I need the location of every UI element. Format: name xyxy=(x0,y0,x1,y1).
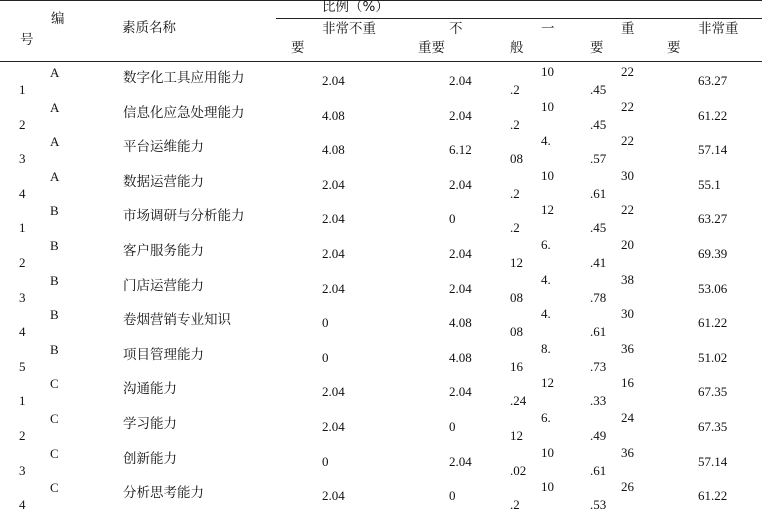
neutral-cell-lower: .2 xyxy=(510,220,520,236)
important-cell-upper: 30 xyxy=(621,167,634,183)
important-cell-lower: .49 xyxy=(590,428,607,443)
code-letter-cell: A xyxy=(50,99,60,115)
header-code-bottom: 号 xyxy=(20,32,34,48)
very-important-cell: 67.35 xyxy=(698,384,728,400)
code-number-cell: 2 xyxy=(19,428,26,443)
unimportant-cell: 2.04 xyxy=(449,176,472,192)
very-unimportant-cell: 2.04 xyxy=(322,488,345,504)
header-col-very-important-top: 非常重 xyxy=(698,21,739,37)
neutral-cell-upper: 10 xyxy=(541,167,554,183)
code-letter-cell: B xyxy=(50,307,59,323)
ratio-rule xyxy=(276,18,762,19)
very-important-cell: 61.22 xyxy=(698,315,728,331)
important-cell-upper: 30 xyxy=(621,306,634,322)
neutral-cell-lower: 12 xyxy=(510,428,523,443)
code-number-cell: 3 xyxy=(19,151,26,167)
important-cell-lower: .78 xyxy=(590,289,607,305)
quality-name-cell: 沟通能力 xyxy=(123,381,177,398)
unimportant-cell: 2.04 xyxy=(449,453,472,469)
code-letter-cell: C xyxy=(50,376,59,392)
neutral-cell-lower: .2 xyxy=(510,185,520,201)
very-important-cell: 51.02 xyxy=(698,349,728,365)
code-number-cell: 1 xyxy=(19,82,26,97)
quality-name-cell: 分析思考能力 xyxy=(123,485,204,502)
quality-name-cell: 门店运营能力 xyxy=(123,277,204,294)
unimportant-cell: 0 xyxy=(449,419,456,434)
important-cell-lower: .57 xyxy=(590,151,607,167)
quality-name-cell: 数字化工具应用能力 xyxy=(123,70,245,86)
code-letter-cell: A xyxy=(50,65,60,80)
very-unimportant-cell: 2.04 xyxy=(322,211,345,227)
neutral-cell-lower: 16 xyxy=(510,358,523,374)
quality-name-cell: 市场调研与分析能力 xyxy=(123,208,245,225)
neutral-cell-lower: 08 xyxy=(510,289,523,305)
code-letter-cell: B xyxy=(50,238,59,253)
quality-name-cell: 信息化应急处理能力 xyxy=(123,104,245,121)
important-cell-lower: .33 xyxy=(590,393,607,409)
header-col-very-unimportant-top: 非常不重 xyxy=(322,21,376,37)
neutral-cell-upper: 10 xyxy=(541,98,554,114)
important-cell-upper: 36 xyxy=(621,340,634,356)
very-important-cell: 67.35 xyxy=(698,419,728,434)
important-cell-lower: .53 xyxy=(590,497,607,512)
very-unimportant-cell: 0 xyxy=(322,349,329,365)
header-quality-name: 素质名称 xyxy=(122,20,176,36)
very-important-cell: 53.06 xyxy=(698,280,728,296)
very-important-cell: 63.27 xyxy=(698,211,728,227)
unimportant-cell: 0 xyxy=(449,488,456,504)
quality-name-cell: 平台运维能力 xyxy=(123,139,204,156)
neutral-cell-upper: 4. xyxy=(541,133,551,149)
unimportant-cell: 2.04 xyxy=(449,384,472,400)
very-unimportant-cell: 2.04 xyxy=(322,384,345,400)
neutral-cell-upper: 12 xyxy=(541,375,554,391)
neutral-cell-lower: 08 xyxy=(510,324,523,340)
important-cell-upper: 22 xyxy=(621,98,634,114)
code-letter-cell: C xyxy=(50,480,59,496)
header-col-important-bottom: 要 xyxy=(590,40,604,56)
important-cell-lower: .61 xyxy=(590,185,607,201)
very-important-cell: 57.14 xyxy=(698,453,728,469)
unimportant-cell: 2.04 xyxy=(449,280,472,296)
quality-name-cell: 客户服务能力 xyxy=(123,243,204,259)
neutral-cell-upper: 6. xyxy=(541,410,551,425)
unimportant-cell: 2.04 xyxy=(449,73,472,88)
important-cell-lower: .41 xyxy=(590,255,607,270)
neutral-cell-lower: .24 xyxy=(510,393,527,409)
code-number-cell: 5 xyxy=(19,358,26,374)
unimportant-cell: 4.08 xyxy=(449,349,472,365)
header-col-unimportant-bottom: 重要 xyxy=(418,40,445,56)
neutral-cell-upper: 12 xyxy=(541,202,554,218)
very-unimportant-cell: 2.04 xyxy=(322,419,345,434)
very-unimportant-cell: 2.04 xyxy=(322,73,345,88)
neutral-cell-upper: 10 xyxy=(541,479,554,495)
header-code-top: 编 xyxy=(51,11,65,27)
code-number-cell: 1 xyxy=(19,393,26,409)
neutral-cell-lower: .02 xyxy=(510,462,527,478)
code-letter-cell: C xyxy=(50,445,59,461)
quality-name-cell: 数据运营能力 xyxy=(123,173,204,190)
quality-name-cell: 创新能力 xyxy=(123,450,177,467)
important-cell-lower: .61 xyxy=(590,324,607,340)
neutral-cell-lower: .2 xyxy=(510,497,520,512)
neutral-cell-lower: .2 xyxy=(510,82,520,97)
code-letter-cell: C xyxy=(50,411,59,426)
important-cell-lower: .45 xyxy=(590,220,607,236)
code-number-cell: 4 xyxy=(19,324,26,340)
unimportant-cell: 6.12 xyxy=(449,142,472,158)
important-cell-upper: 22 xyxy=(621,133,634,149)
neutral-cell-upper: 4. xyxy=(541,306,551,322)
neutral-cell-lower: 12 xyxy=(510,255,523,270)
important-cell-upper: 36 xyxy=(621,444,634,460)
header-col-neutral-top: 一 xyxy=(541,21,555,37)
code-number-cell: 4 xyxy=(19,185,26,201)
quality-name-cell: 卷烟营销专业知识 xyxy=(123,312,231,329)
important-cell-upper: 22 xyxy=(621,202,634,218)
very-important-cell: 55.1 xyxy=(698,176,721,192)
neutral-cell-upper: 10 xyxy=(541,64,554,79)
code-number-cell: 1 xyxy=(19,220,26,236)
important-cell-lower: .61 xyxy=(590,462,607,478)
important-cell-upper: 22 xyxy=(621,64,634,79)
code-letter-cell: A xyxy=(50,168,60,184)
code-letter-cell: A xyxy=(50,134,60,150)
very-unimportant-cell: 0 xyxy=(322,315,329,331)
neutral-cell-lower: 08 xyxy=(510,151,523,167)
header-bottom-rule xyxy=(0,61,762,62)
unimportant-cell: 4.08 xyxy=(449,315,472,331)
header-col-very-unimportant-bottom: 要 xyxy=(291,40,305,56)
very-important-cell: 69.39 xyxy=(698,246,728,261)
very-unimportant-cell: 2.04 xyxy=(322,176,345,192)
very-important-cell: 61.22 xyxy=(698,107,728,123)
very-important-cell: 63.27 xyxy=(698,73,728,88)
code-number-cell: 3 xyxy=(19,289,26,305)
unimportant-cell: 2.04 xyxy=(449,246,472,261)
very-unimportant-cell: 2.04 xyxy=(322,280,345,296)
important-cell-lower: .45 xyxy=(590,116,607,132)
important-cell-upper: 26 xyxy=(621,479,634,495)
header-ratio: 比例（%） xyxy=(322,0,389,15)
very-unimportant-cell: 4.08 xyxy=(322,142,345,158)
header-col-unimportant-top: 不 xyxy=(449,21,463,37)
header-col-important-top: 重 xyxy=(621,21,635,37)
important-cell-upper: 16 xyxy=(621,375,634,391)
neutral-cell-lower: .2 xyxy=(510,116,520,132)
code-letter-cell: B xyxy=(50,272,59,288)
very-unimportant-cell: 0 xyxy=(322,453,329,469)
important-cell-upper: 20 xyxy=(621,237,634,252)
important-cell-upper: 38 xyxy=(621,271,634,287)
important-cell-upper: 24 xyxy=(621,410,634,425)
header-col-neutral-bottom: 般 xyxy=(510,40,524,56)
header-col-very-important-bottom: 要 xyxy=(667,40,681,56)
important-cell-lower: .45 xyxy=(590,82,607,97)
very-unimportant-cell: 4.08 xyxy=(322,107,345,123)
code-number-cell: 4 xyxy=(19,497,26,512)
quality-name-cell: 项目管理能力 xyxy=(123,346,204,363)
neutral-cell-upper: 8. xyxy=(541,340,551,356)
code-number-cell: 2 xyxy=(19,116,26,132)
very-important-cell: 57.14 xyxy=(698,142,728,158)
neutral-cell-upper: 10 xyxy=(541,444,554,460)
very-unimportant-cell: 2.04 xyxy=(322,246,345,261)
code-number-cell: 3 xyxy=(19,462,26,478)
code-letter-cell: B xyxy=(50,203,59,219)
code-letter-cell: B xyxy=(50,341,59,357)
unimportant-cell: 0 xyxy=(449,211,456,227)
quality-name-cell: 学习能力 xyxy=(123,416,177,432)
neutral-cell-upper: 6. xyxy=(541,237,551,252)
code-number-cell: 2 xyxy=(19,255,26,270)
important-cell-lower: .73 xyxy=(590,358,607,374)
unimportant-cell: 2.04 xyxy=(449,107,472,123)
neutral-cell-upper: 4. xyxy=(541,271,551,287)
very-important-cell: 61.22 xyxy=(698,488,728,504)
